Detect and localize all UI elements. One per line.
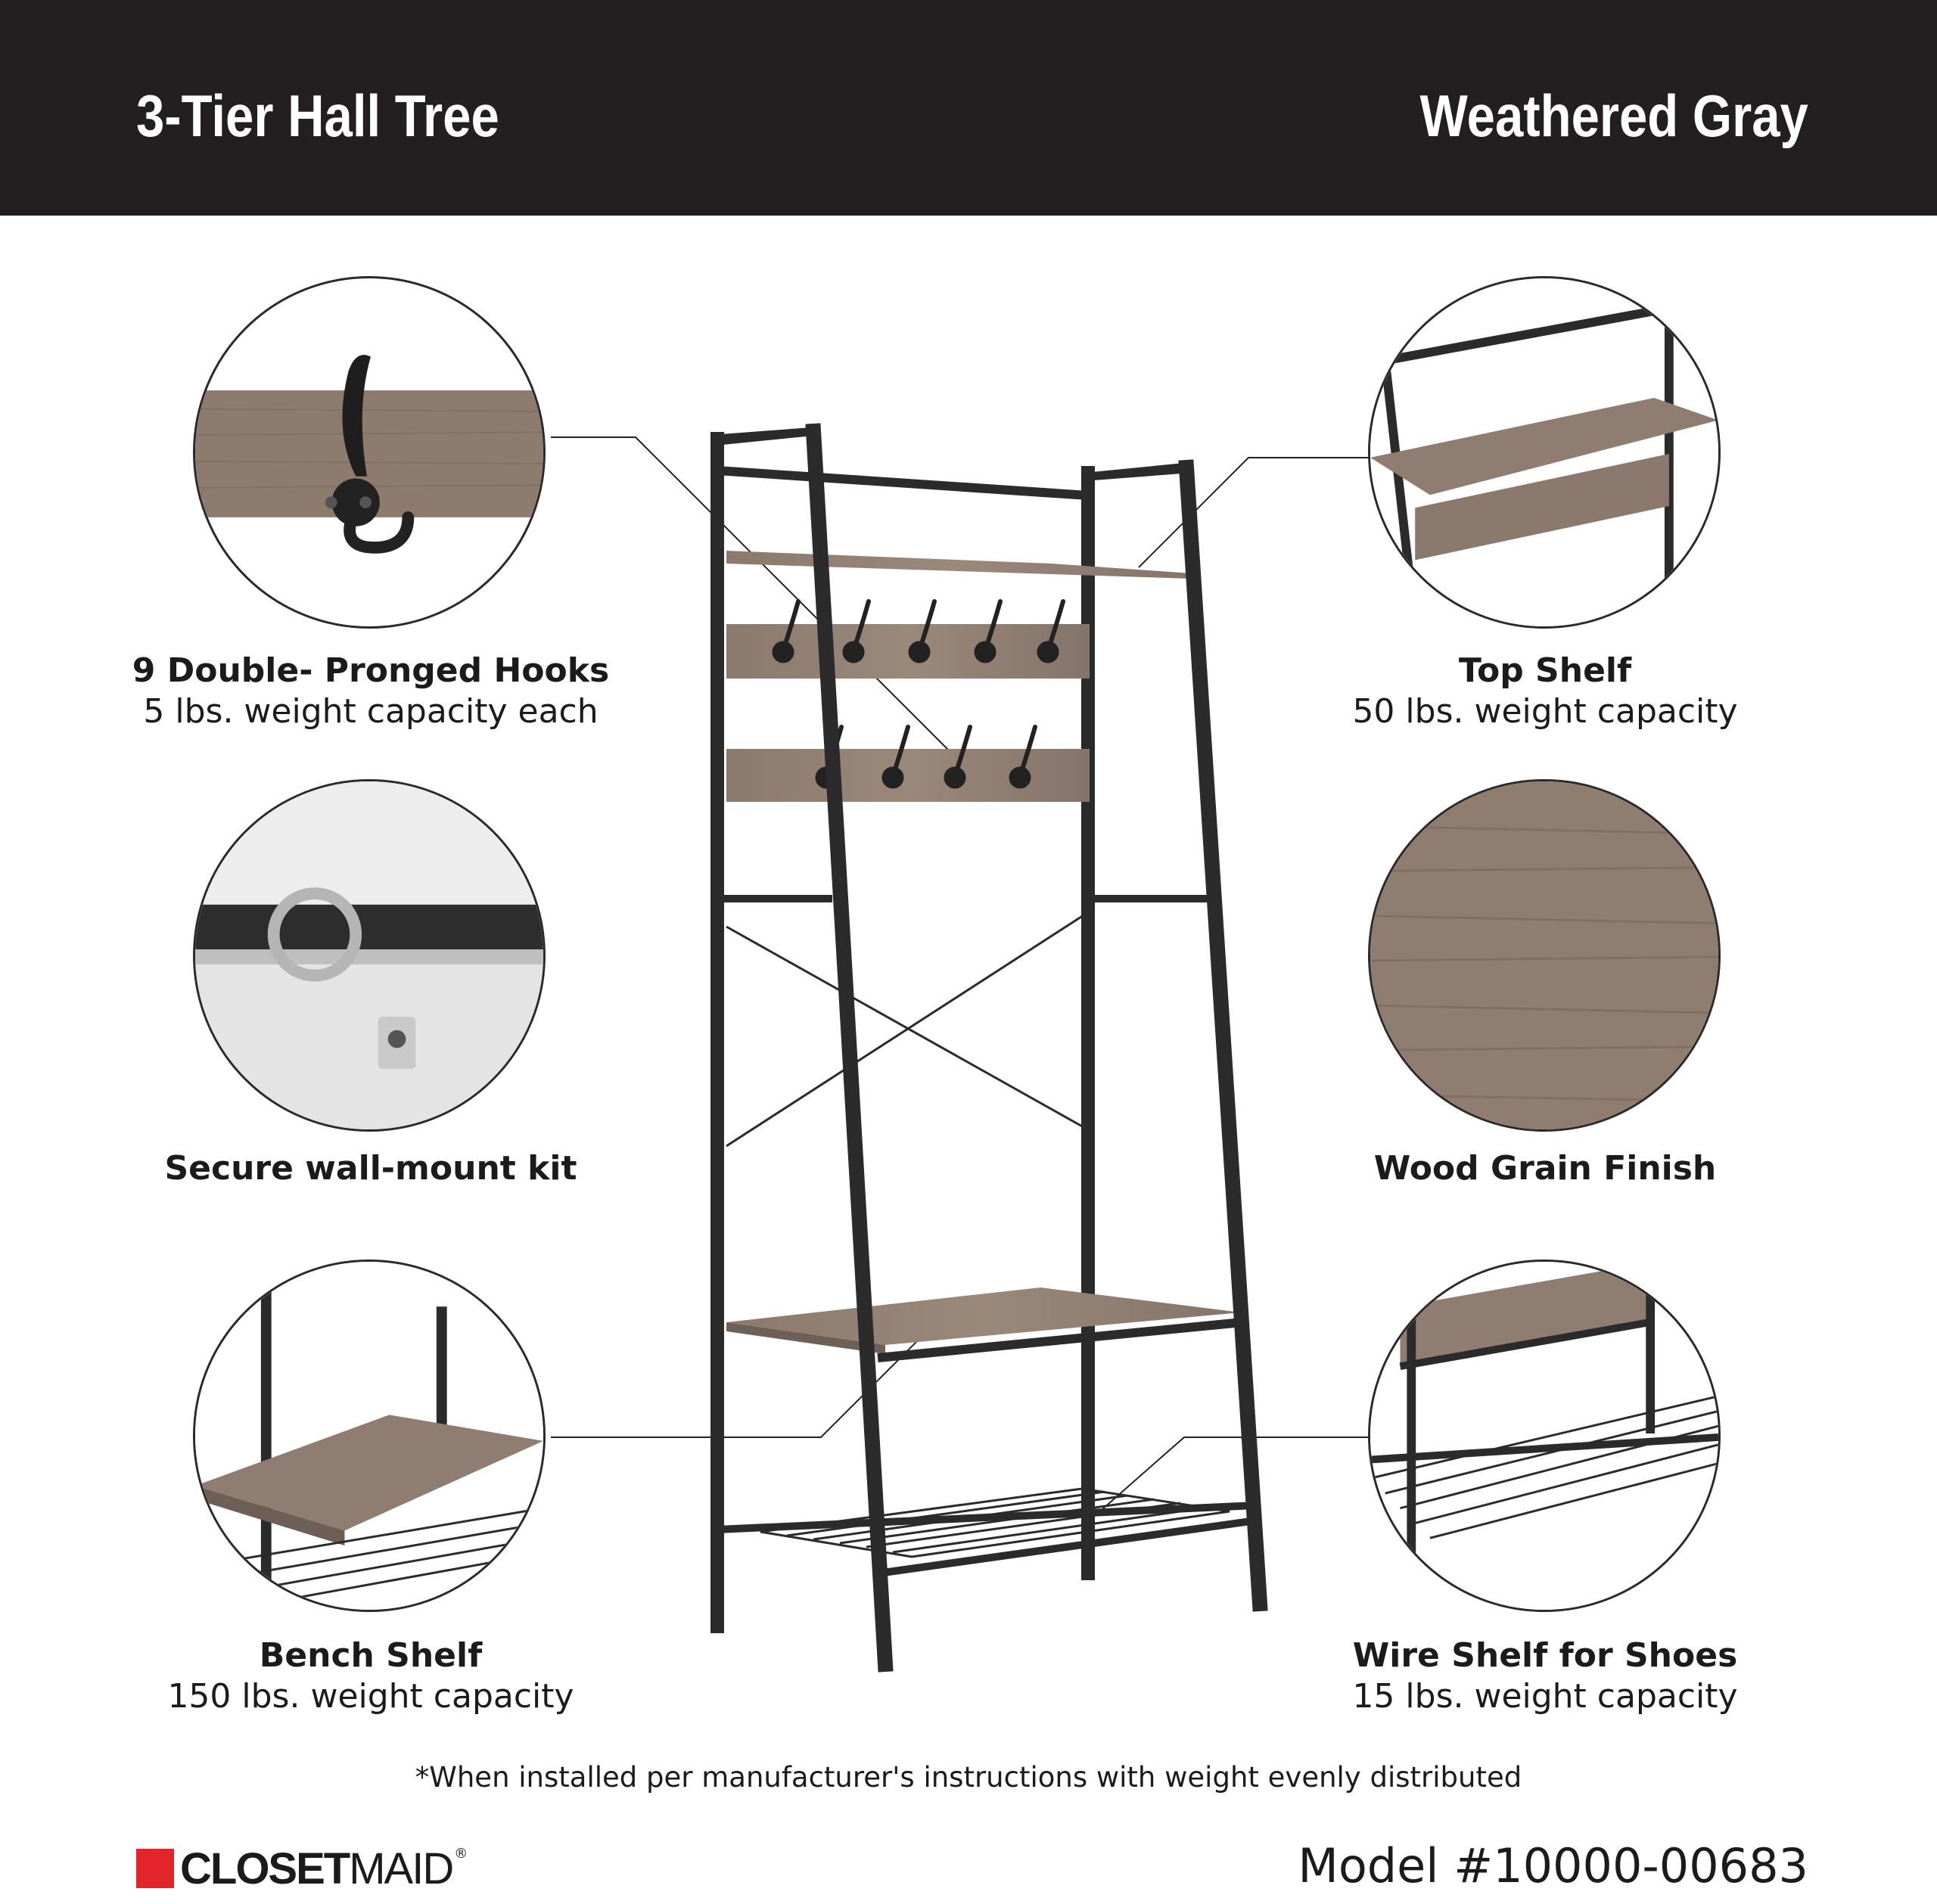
top-shelf-title: Top Shelf (1458, 651, 1632, 690)
registered-mark: ® (454, 1846, 468, 1862)
bench-title: Bench Shelf (259, 1636, 483, 1675)
model-number: Model #10000-00683 (1298, 1838, 1808, 1893)
bench-subtitle: 150 lbs. weight capacity (167, 1677, 574, 1716)
wall-mount-circle (193, 779, 546, 1132)
logo-red-square (136, 1849, 174, 1888)
wall-mount-caption (106, 1148, 636, 1189)
hook-detail-circle (193, 276, 546, 629)
hooks-subtitle: 5 lbs. weight capacity each (143, 692, 599, 731)
top-shelf-circle (1368, 276, 1721, 629)
wall-mount-title: Secure wall-mount kit (164, 1149, 577, 1188)
top-shelf-caption (1280, 651, 1810, 732)
footnote: *When installed per manufacturer's instructions with weight evenly distributed (415, 1761, 1522, 1794)
hooks-title: 9 Double- Pronged Hooks (132, 651, 610, 690)
bench-shelf-circle (193, 1259, 546, 1612)
product-title: 3-Tier Hall Tree (136, 82, 499, 149)
product-color: Weathered Gray (1419, 82, 1808, 149)
hooks-caption (106, 651, 636, 732)
closetmaid-logo (136, 1843, 468, 1893)
bench-caption (106, 1635, 636, 1717)
wire-shelf-title: Wire Shelf for Shoes (1352, 1636, 1738, 1675)
wood-title: Wood Grain Finish (1373, 1149, 1717, 1188)
wood-caption (1280, 1148, 1810, 1189)
wire-shelf-subtitle: 15 lbs. weight capacity (1352, 1677, 1738, 1716)
top-shelf-subtitle: 50 lbs. weight capacity (1352, 692, 1738, 731)
logo-text: CLOSETMAID (180, 1843, 453, 1893)
leader-lines (551, 437, 1381, 1520)
wire-shelf-caption (1280, 1635, 1810, 1717)
wood-grain-circle (1368, 779, 1721, 1132)
wire-shelf-circle (1368, 1259, 1721, 1612)
